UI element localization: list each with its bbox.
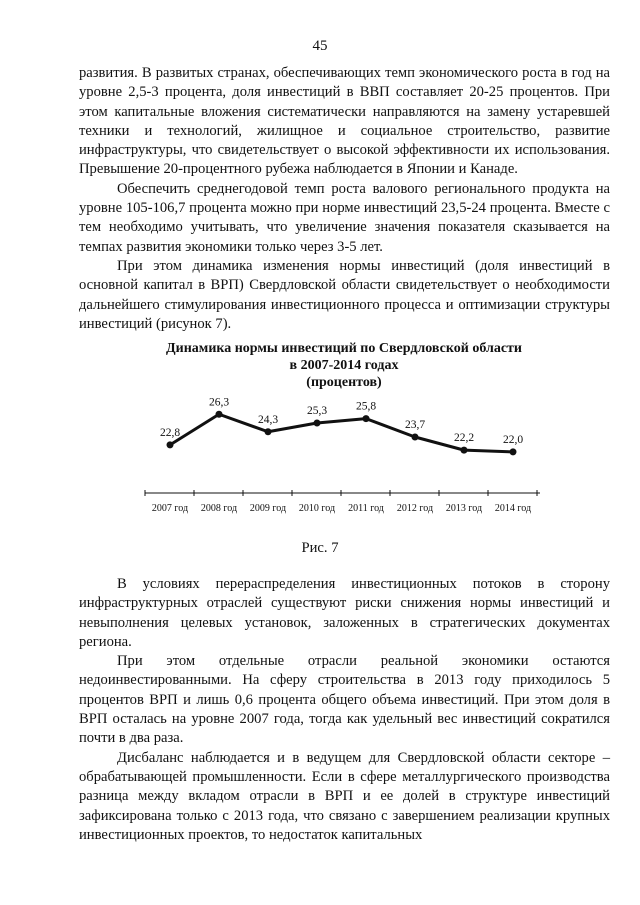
x-tick-label: 2008 год — [200, 503, 238, 514]
x-tick-label: 2012 год — [396, 503, 434, 514]
data-point — [363, 415, 370, 422]
data-point — [265, 428, 272, 435]
paragraph: Дисбаланс наблюдается и в ведущем для Свердловской области секторе – обрабатывающей промышленности. Если в сфере металлургического производства разница между вкладом отрасли в ВРП и ее долей в структуре инвестиций зафиксирована только с 2013 года, что связано с завершением реализации крупных инвестиционных проектов, то недостаток капитальных — [79, 749, 610, 843]
data-label: 24,3 — [257, 413, 279, 426]
paragraph: В условиях перераспределения инвестиционных потоков в сторону инфраструктурных отраслей существуют риски снижения нормы инвестиций и невыполнения целевых установок, заложенных в стратегических документах региона. — [79, 576, 610, 650]
chart-title-block — [100, 340, 588, 391]
data-label: 25,3 — [306, 405, 328, 417]
data-label: 26,3 — [208, 396, 230, 409]
investment-rate-line-chart — [130, 395, 550, 520]
paragraph: Обеспечить среднегодовой темп роста валового регионального продукта на уровне 105-106,7 процента можно при норме инвестиций 23,5-24 процента. Вместе с тем необходимо учитывать, что увеличение значения показателя сказывается на темпах развития экономики только через 3-5 лет. — [79, 180, 610, 255]
data-label: 25,8 — [355, 400, 377, 413]
x-tick-label: 2014 год — [494, 503, 532, 514]
data-point — [461, 447, 468, 454]
x-tick-label: 2011 год — [348, 503, 384, 514]
x-tick-label: 2007 год — [151, 503, 189, 514]
paragraph: развития. В развитых странах, обеспечивающих темп экономического роста в год на уровне 2,5-3 процента, доля инвестиций в ВВП составляет 20-25 процентов. При этом капитальные вложения систематически направляются на замену устаревшей техники и технологий, жилищное и социальное строительство, развитие инфраструктуры, что свидетельствует о высокой эффективности их использования. Превышение 20-процентного рубежа наблюдается в Японии и Канаде. — [79, 65, 610, 178]
x-tick-label: 2009 год — [249, 503, 287, 514]
paragraph: При этом отдельные отрасли реальной экономики остаются недоинвестированными. На сферу строительства в 2013 году приходилось 5 процентов ВРП и лишь 0,6 процента общего объема инвестиций. При этом доля в ВРП осталась на уровне 2007 года, тогда как удельный вес инвестиций сократился почти в два раза. — [79, 653, 610, 747]
chart-title-line2: в 2007-2014 годах — [289, 358, 399, 373]
x-tick-label: 2010 год — [298, 503, 336, 514]
x-tick-label: 2013 год — [445, 503, 483, 514]
text-block-top — [79, 64, 610, 334]
data-point — [314, 420, 321, 427]
chart-subtitle: (процентов) — [306, 375, 382, 390]
paragraph: При этом динамика изменения нормы инвестиций (доля инвестиций в основной капитал в ВРП) Свердловской области свидетельствует о необходимости дальнейшего стимулирования инвестиционного процесса и оптимизации структуры инвестиций (рисунок 7). — [79, 257, 610, 332]
data-label: 22,0 — [502, 433, 524, 446]
data-point — [510, 448, 517, 455]
data-point — [216, 411, 223, 418]
data-label: 23,7 — [404, 419, 426, 431]
data-label: 22,8 — [159, 426, 181, 439]
text-block-bottom — [79, 575, 610, 845]
figure-caption: Рис. 7 — [301, 540, 339, 556]
chart-title: Динамика нормы инвестиций по Свердловской области — [166, 341, 522, 356]
data-point — [167, 441, 174, 448]
data-point — [412, 434, 419, 441]
page-number: 45 — [312, 38, 328, 54]
data-label: 22,2 — [453, 432, 475, 445]
